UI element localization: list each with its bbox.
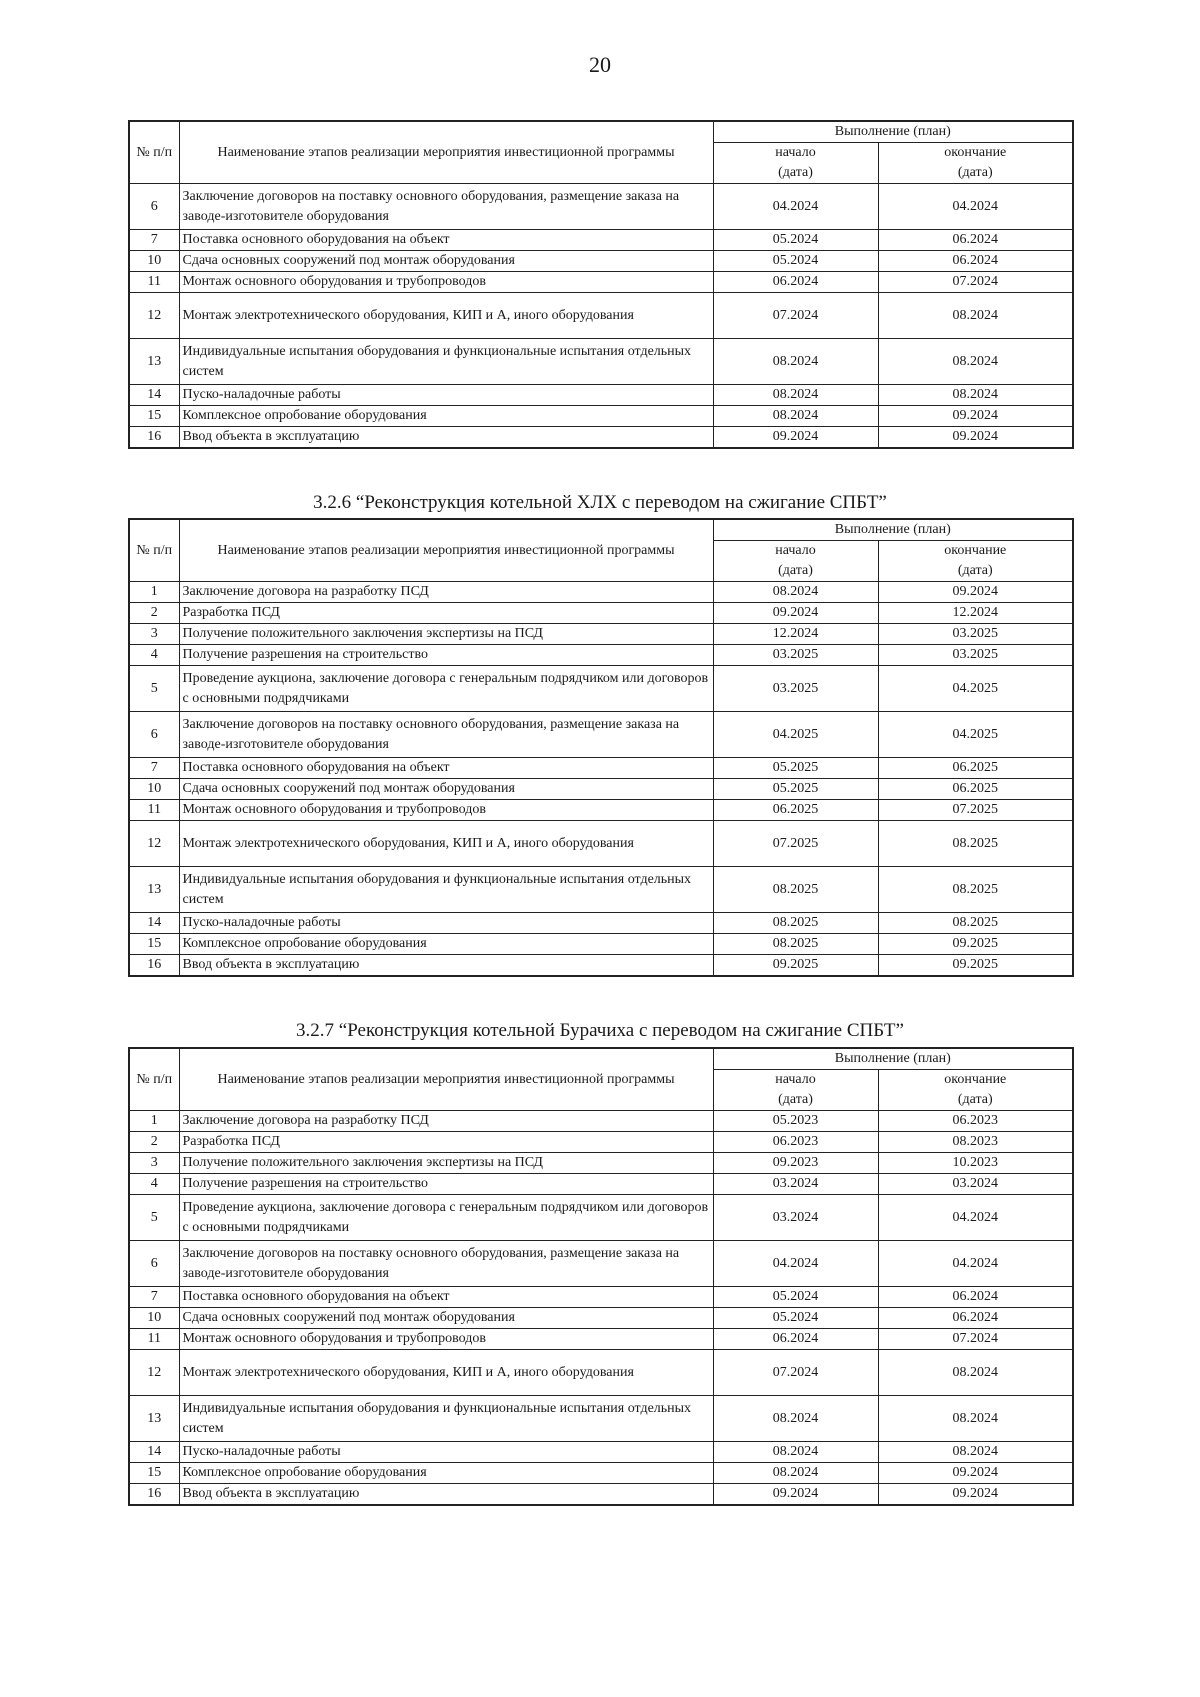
row-number: 7 — [129, 1287, 179, 1308]
start-date: 09.2023 — [713, 1153, 878, 1174]
table-row — [129, 251, 1073, 272]
start-date: 08.2025 — [713, 913, 878, 934]
stage-name: Разработка ПСД — [179, 603, 713, 624]
start-date: 09.2024 — [713, 427, 878, 449]
row-number: 16 — [129, 1484, 179, 1506]
section-heading-3-2-7: 3.2.7 “Реконструкция котельной Бурачиха с переводом на сжигание СПБТ” — [296, 1020, 904, 1041]
table-row — [129, 582, 1073, 603]
row-number: 3 — [129, 1153, 179, 1174]
start-date: 09.2024 — [713, 1484, 878, 1506]
row-number: 5 — [129, 1195, 179, 1241]
stage-name: Получение положительного заключения экспертизы на ПСД — [179, 624, 713, 645]
end-date: 03.2025 — [878, 624, 1073, 645]
row-number: 1 — [129, 582, 179, 603]
table-row — [129, 955, 1073, 977]
stage-name: Индивидуальные испытания оборудования и функциональные испытания отдельных систем — [179, 1396, 713, 1442]
stage-name: Поставка основного оборудования на объект — [179, 230, 713, 251]
table-row — [129, 712, 1073, 758]
stage-name: Комплексное опробование оборудования — [179, 1463, 713, 1484]
row-number: 15 — [129, 406, 179, 427]
schedule-table-3-2-7 — [128, 1047, 1074, 1506]
stage-name: Монтаж основного оборудования и трубопроводов — [179, 1329, 713, 1350]
column-header-end-label: окончание — [944, 145, 1007, 160]
row-number: 16 — [129, 955, 179, 977]
row-number: 10 — [129, 1308, 179, 1329]
column-header-start-label: начало — [775, 145, 816, 160]
stage-name: Получение разрешения на строительство — [179, 645, 713, 666]
end-date: 04.2024 — [878, 184, 1073, 230]
table-row — [129, 1111, 1073, 1132]
table-row — [129, 385, 1073, 406]
stage-name: Поставка основного оборудования на объект — [179, 758, 713, 779]
stage-name: Поставка основного оборудования на объект — [179, 1287, 713, 1308]
row-number: 12 — [129, 1350, 179, 1396]
section-heading-3-2-6: 3.2.6 “Реконструкция котельной ХЛХ с переводом на сжигание СПБТ” — [313, 492, 887, 513]
column-header-start-label: начало — [775, 1072, 816, 1087]
table-row — [129, 339, 1073, 385]
stage-name: Разработка ПСД — [179, 1132, 713, 1153]
end-date: 06.2024 — [878, 1287, 1073, 1308]
schedule-table-3-2-6 — [128, 518, 1074, 977]
row-number: 10 — [129, 251, 179, 272]
start-date: 03.2024 — [713, 1174, 878, 1195]
end-date: 08.2024 — [878, 293, 1073, 339]
column-header-start — [713, 143, 878, 184]
end-date: 06.2025 — [878, 758, 1073, 779]
table-row — [129, 603, 1073, 624]
row-number: 15 — [129, 934, 179, 955]
column-header-execution: Выполнение (план) — [713, 519, 1073, 541]
row-number: 4 — [129, 1174, 179, 1195]
start-date: 03.2024 — [713, 1195, 878, 1241]
table-row — [129, 1132, 1073, 1153]
end-date: 04.2025 — [878, 712, 1073, 758]
stage-name: Заключение договора на разработку ПСД — [179, 1111, 713, 1132]
column-header-start — [713, 1070, 878, 1111]
table-row — [129, 800, 1073, 821]
table-row — [129, 1308, 1073, 1329]
row-number: 12 — [129, 821, 179, 867]
start-date: 08.2024 — [713, 582, 878, 603]
stage-name: Пуско-наладочные работы — [179, 913, 713, 934]
end-date: 09.2024 — [878, 427, 1073, 449]
stage-name: Сдача основных сооружений под монтаж оборудования — [179, 779, 713, 800]
row-number: 1 — [129, 1111, 179, 1132]
stage-name: Ввод объекта в эксплуатацию — [179, 1484, 713, 1506]
stage-name: Получение положительного заключения экспертизы на ПСД — [179, 1153, 713, 1174]
end-date: 08.2025 — [878, 913, 1073, 934]
column-header-end-label: окончание — [944, 543, 1007, 558]
column-header-num: № п/п — [129, 1048, 179, 1111]
header-row — [129, 519, 1073, 541]
stage-name: Проведение аукциона, заключение договора с генеральным подрядчиком или договоров с основными подрядчиками — [179, 1195, 713, 1241]
start-date: 09.2025 — [713, 955, 878, 977]
start-date: 04.2025 — [713, 712, 878, 758]
start-date: 08.2024 — [713, 385, 878, 406]
stage-name: Получение разрешения на строительство — [179, 1174, 713, 1195]
row-number: 6 — [129, 184, 179, 230]
table-row — [129, 624, 1073, 645]
end-date: 07.2024 — [878, 1329, 1073, 1350]
end-date: 08.2024 — [878, 1442, 1073, 1463]
row-number: 14 — [129, 385, 179, 406]
column-header-end — [878, 1070, 1073, 1111]
column-header-execution: Выполнение (план) — [713, 1048, 1073, 1070]
row-number: 15 — [129, 1463, 179, 1484]
end-date: 08.2023 — [878, 1132, 1073, 1153]
end-date: 03.2024 — [878, 1174, 1073, 1195]
stage-name: Комплексное опробование оборудования — [179, 934, 713, 955]
header-row — [129, 1048, 1073, 1070]
row-number: 11 — [129, 800, 179, 821]
row-number: 13 — [129, 1396, 179, 1442]
table-row — [129, 934, 1073, 955]
end-date: 08.2024 — [878, 1396, 1073, 1442]
table-row — [129, 1463, 1073, 1484]
start-date: 04.2024 — [713, 1241, 878, 1287]
end-date: 04.2024 — [878, 1241, 1073, 1287]
start-date: 05.2025 — [713, 779, 878, 800]
stage-name: Заключение договоров на поставку основного оборудования, размещение заказа на заводе-изготовителе оборудования — [179, 184, 713, 230]
start-date: 08.2024 — [713, 1463, 878, 1484]
end-date: 06.2024 — [878, 251, 1073, 272]
row-number: 3 — [129, 624, 179, 645]
table-row — [129, 427, 1073, 449]
column-header-end — [878, 143, 1073, 184]
stage-name: Сдача основных сооружений под монтаж оборудования — [179, 251, 713, 272]
start-date: 12.2024 — [713, 624, 878, 645]
end-date: 06.2024 — [878, 1308, 1073, 1329]
stage-name: Ввод объекта в эксплуатацию — [179, 427, 713, 449]
row-number: 6 — [129, 712, 179, 758]
column-header-stage: Наименование этапов реализации мероприятия инвестиционной программы — [179, 1048, 713, 1111]
end-date: 03.2025 — [878, 645, 1073, 666]
end-date: 06.2024 — [878, 230, 1073, 251]
table-row — [129, 1484, 1073, 1506]
column-header-end-note: (дата) — [957, 165, 993, 180]
start-date: 08.2024 — [713, 1442, 878, 1463]
table-row — [129, 913, 1073, 934]
column-header-start-note: (дата) — [778, 165, 813, 180]
end-date: 08.2025 — [878, 867, 1073, 913]
start-date: 09.2024 — [713, 603, 878, 624]
column-header-start — [713, 541, 878, 582]
start-date: 05.2024 — [713, 251, 878, 272]
column-header-num: № п/п — [129, 519, 179, 582]
stage-name: Пуско-наладочные работы — [179, 385, 713, 406]
table-row — [129, 1153, 1073, 1174]
start-date: 05.2023 — [713, 1111, 878, 1132]
table-row — [129, 1329, 1073, 1350]
table-row — [129, 645, 1073, 666]
start-date: 07.2024 — [713, 293, 878, 339]
row-number: 2 — [129, 1132, 179, 1153]
start-date: 08.2024 — [713, 406, 878, 427]
table-row — [129, 1241, 1073, 1287]
start-date: 06.2025 — [713, 800, 878, 821]
column-header-end — [878, 541, 1073, 582]
column-header-start-note: (дата) — [778, 563, 813, 578]
end-date: 09.2024 — [878, 1463, 1073, 1484]
column-header-stage: Наименование этапов реализации мероприятия инвестиционной программы — [179, 519, 713, 582]
start-date: 08.2025 — [713, 867, 878, 913]
column-header-start-note: (дата) — [778, 1092, 813, 1107]
table-row — [129, 1287, 1073, 1308]
column-header-stage: Наименование этапов реализации мероприятия инвестиционной программы — [179, 121, 713, 184]
start-date: 08.2025 — [713, 934, 878, 955]
start-date: 05.2024 — [713, 1287, 878, 1308]
start-date: 08.2024 — [713, 1396, 878, 1442]
row-number: 5 — [129, 666, 179, 712]
stage-name: Заключение договоров на поставку основного оборудования, размещение заказа на заводе-изготовителе оборудования — [179, 1241, 713, 1287]
stage-name: Заключение договора на разработку ПСД — [179, 582, 713, 603]
end-date: 07.2024 — [878, 272, 1073, 293]
row-number: 4 — [129, 645, 179, 666]
row-number: 6 — [129, 1241, 179, 1287]
table-row — [129, 1396, 1073, 1442]
table-row — [129, 293, 1073, 339]
row-number: 14 — [129, 913, 179, 934]
end-date: 04.2024 — [878, 1195, 1073, 1241]
stage-name: Монтаж основного оборудования и трубопроводов — [179, 800, 713, 821]
table-row — [129, 779, 1073, 800]
stage-name: Заключение договоров на поставку основного оборудования, размещение заказа на заводе-изготовителе оборудования — [179, 712, 713, 758]
end-date: 09.2024 — [878, 1484, 1073, 1506]
column-header-end-note: (дата) — [957, 563, 993, 578]
table-row — [129, 1350, 1073, 1396]
row-number: 11 — [129, 1329, 179, 1350]
start-date: 03.2025 — [713, 645, 878, 666]
column-header-num: № п/п — [129, 121, 179, 184]
stage-name: Ввод объекта в эксплуатацию — [179, 955, 713, 977]
start-date: 03.2025 — [713, 666, 878, 712]
column-header-end-label: окончание — [944, 1072, 1007, 1087]
stage-name: Индивидуальные испытания оборудования и функциональные испытания отдельных систем — [179, 867, 713, 913]
stage-name: Монтаж электротехнического оборудования, КИП и А, иного оборудования — [179, 293, 713, 339]
stage-name: Комплексное опробование оборудования — [179, 406, 713, 427]
start-date: 06.2024 — [713, 1329, 878, 1350]
end-date: 08.2025 — [878, 821, 1073, 867]
end-date: 09.2024 — [878, 406, 1073, 427]
end-date: 08.2024 — [878, 1350, 1073, 1396]
table-row — [129, 666, 1073, 712]
column-header-execution: Выполнение (план) — [713, 121, 1073, 143]
row-number: 11 — [129, 272, 179, 293]
table-row — [129, 406, 1073, 427]
row-number: 13 — [129, 339, 179, 385]
table-row — [129, 867, 1073, 913]
row-number: 10 — [129, 779, 179, 800]
table-row — [129, 821, 1073, 867]
table-row — [129, 1442, 1073, 1463]
header-row — [129, 121, 1073, 143]
start-date: 06.2024 — [713, 272, 878, 293]
end-date: 04.2025 — [878, 666, 1073, 712]
end-date: 09.2024 — [878, 582, 1073, 603]
column-header-end-note: (дата) — [957, 1092, 993, 1107]
stage-name: Монтаж электротехнического оборудования, КИП и А, иного оборудования — [179, 1350, 713, 1396]
end-date: 07.2025 — [878, 800, 1073, 821]
table-row — [129, 1174, 1073, 1195]
row-number: 7 — [129, 758, 179, 779]
start-date: 07.2025 — [713, 821, 878, 867]
start-date: 07.2024 — [713, 1350, 878, 1396]
end-date: 09.2025 — [878, 934, 1073, 955]
table-row — [129, 184, 1073, 230]
end-date: 09.2025 — [878, 955, 1073, 977]
stage-name: Индивидуальные испытания оборудования и функциональные испытания отдельных систем — [179, 339, 713, 385]
stage-name: Монтаж электротехнического оборудования, КИП и А, иного оборудования — [179, 821, 713, 867]
end-date: 06.2025 — [878, 779, 1073, 800]
table-row — [129, 758, 1073, 779]
schedule-table-1 — [128, 120, 1074, 449]
end-date: 06.2023 — [878, 1111, 1073, 1132]
row-number: 2 — [129, 603, 179, 624]
end-date: 10.2023 — [878, 1153, 1073, 1174]
end-date: 08.2024 — [878, 385, 1073, 406]
stage-name: Пуско-наладочные работы — [179, 1442, 713, 1463]
table-row — [129, 230, 1073, 251]
start-date: 04.2024 — [713, 184, 878, 230]
row-number: 14 — [129, 1442, 179, 1463]
start-date: 08.2024 — [713, 339, 878, 385]
start-date: 05.2024 — [713, 1308, 878, 1329]
row-number: 7 — [129, 230, 179, 251]
stage-name: Проведение аукциона, заключение договора с генеральным подрядчиком или договоров с основными подрядчиками — [179, 666, 713, 712]
end-date: 08.2024 — [878, 339, 1073, 385]
column-header-start-label: начало — [775, 543, 816, 558]
stage-name: Сдача основных сооружений под монтаж оборудования — [179, 1308, 713, 1329]
stage-name: Монтаж основного оборудования и трубопроводов — [179, 272, 713, 293]
end-date: 12.2024 — [878, 603, 1073, 624]
page-number: 20 — [589, 52, 611, 77]
table-row — [129, 1195, 1073, 1241]
table-row — [129, 272, 1073, 293]
start-date: 05.2024 — [713, 230, 878, 251]
start-date: 05.2025 — [713, 758, 878, 779]
row-number: 12 — [129, 293, 179, 339]
row-number: 16 — [129, 427, 179, 449]
row-number: 13 — [129, 867, 179, 913]
start-date: 06.2023 — [713, 1132, 878, 1153]
